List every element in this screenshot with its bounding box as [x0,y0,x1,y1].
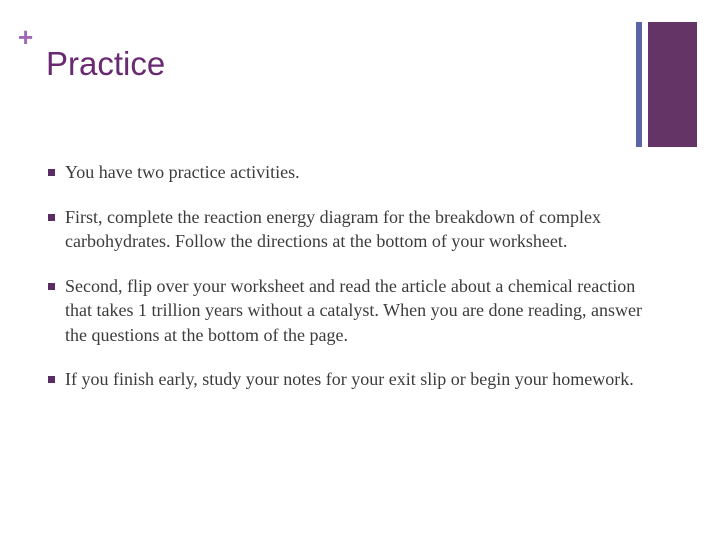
bullet-list [44,160,644,412]
bullet-item [44,160,644,185]
bullet-text: Second, flip over your worksheet and read the article about a chemical reaction that takes 1 trillion years without a catalyst. When you are done reading, answer the questions at the bottom of the page. [65,275,642,345]
bullet-item [44,367,644,392]
slide-title: Practice [46,45,166,82]
plus-decoration: + [18,22,34,52]
square-bullet-icon [48,214,55,221]
bullet-item [44,274,644,348]
bullet-text: You have two practice activities. [65,162,300,182]
bullet-text: First, complete the reaction energy diagram for the breakdown of complex carbohydrates. Follow the directions at the bottom of your worksheet. [65,206,601,251]
square-bullet-icon [48,376,55,383]
accent-bar-thick [648,22,697,147]
bullet-item [44,205,644,254]
square-bullet-icon [48,169,55,176]
accent-bar-thin [636,22,642,147]
bullet-text: If you finish early, study your notes for your exit slip or begin your homework. [65,369,634,389]
square-bullet-icon [48,283,55,290]
